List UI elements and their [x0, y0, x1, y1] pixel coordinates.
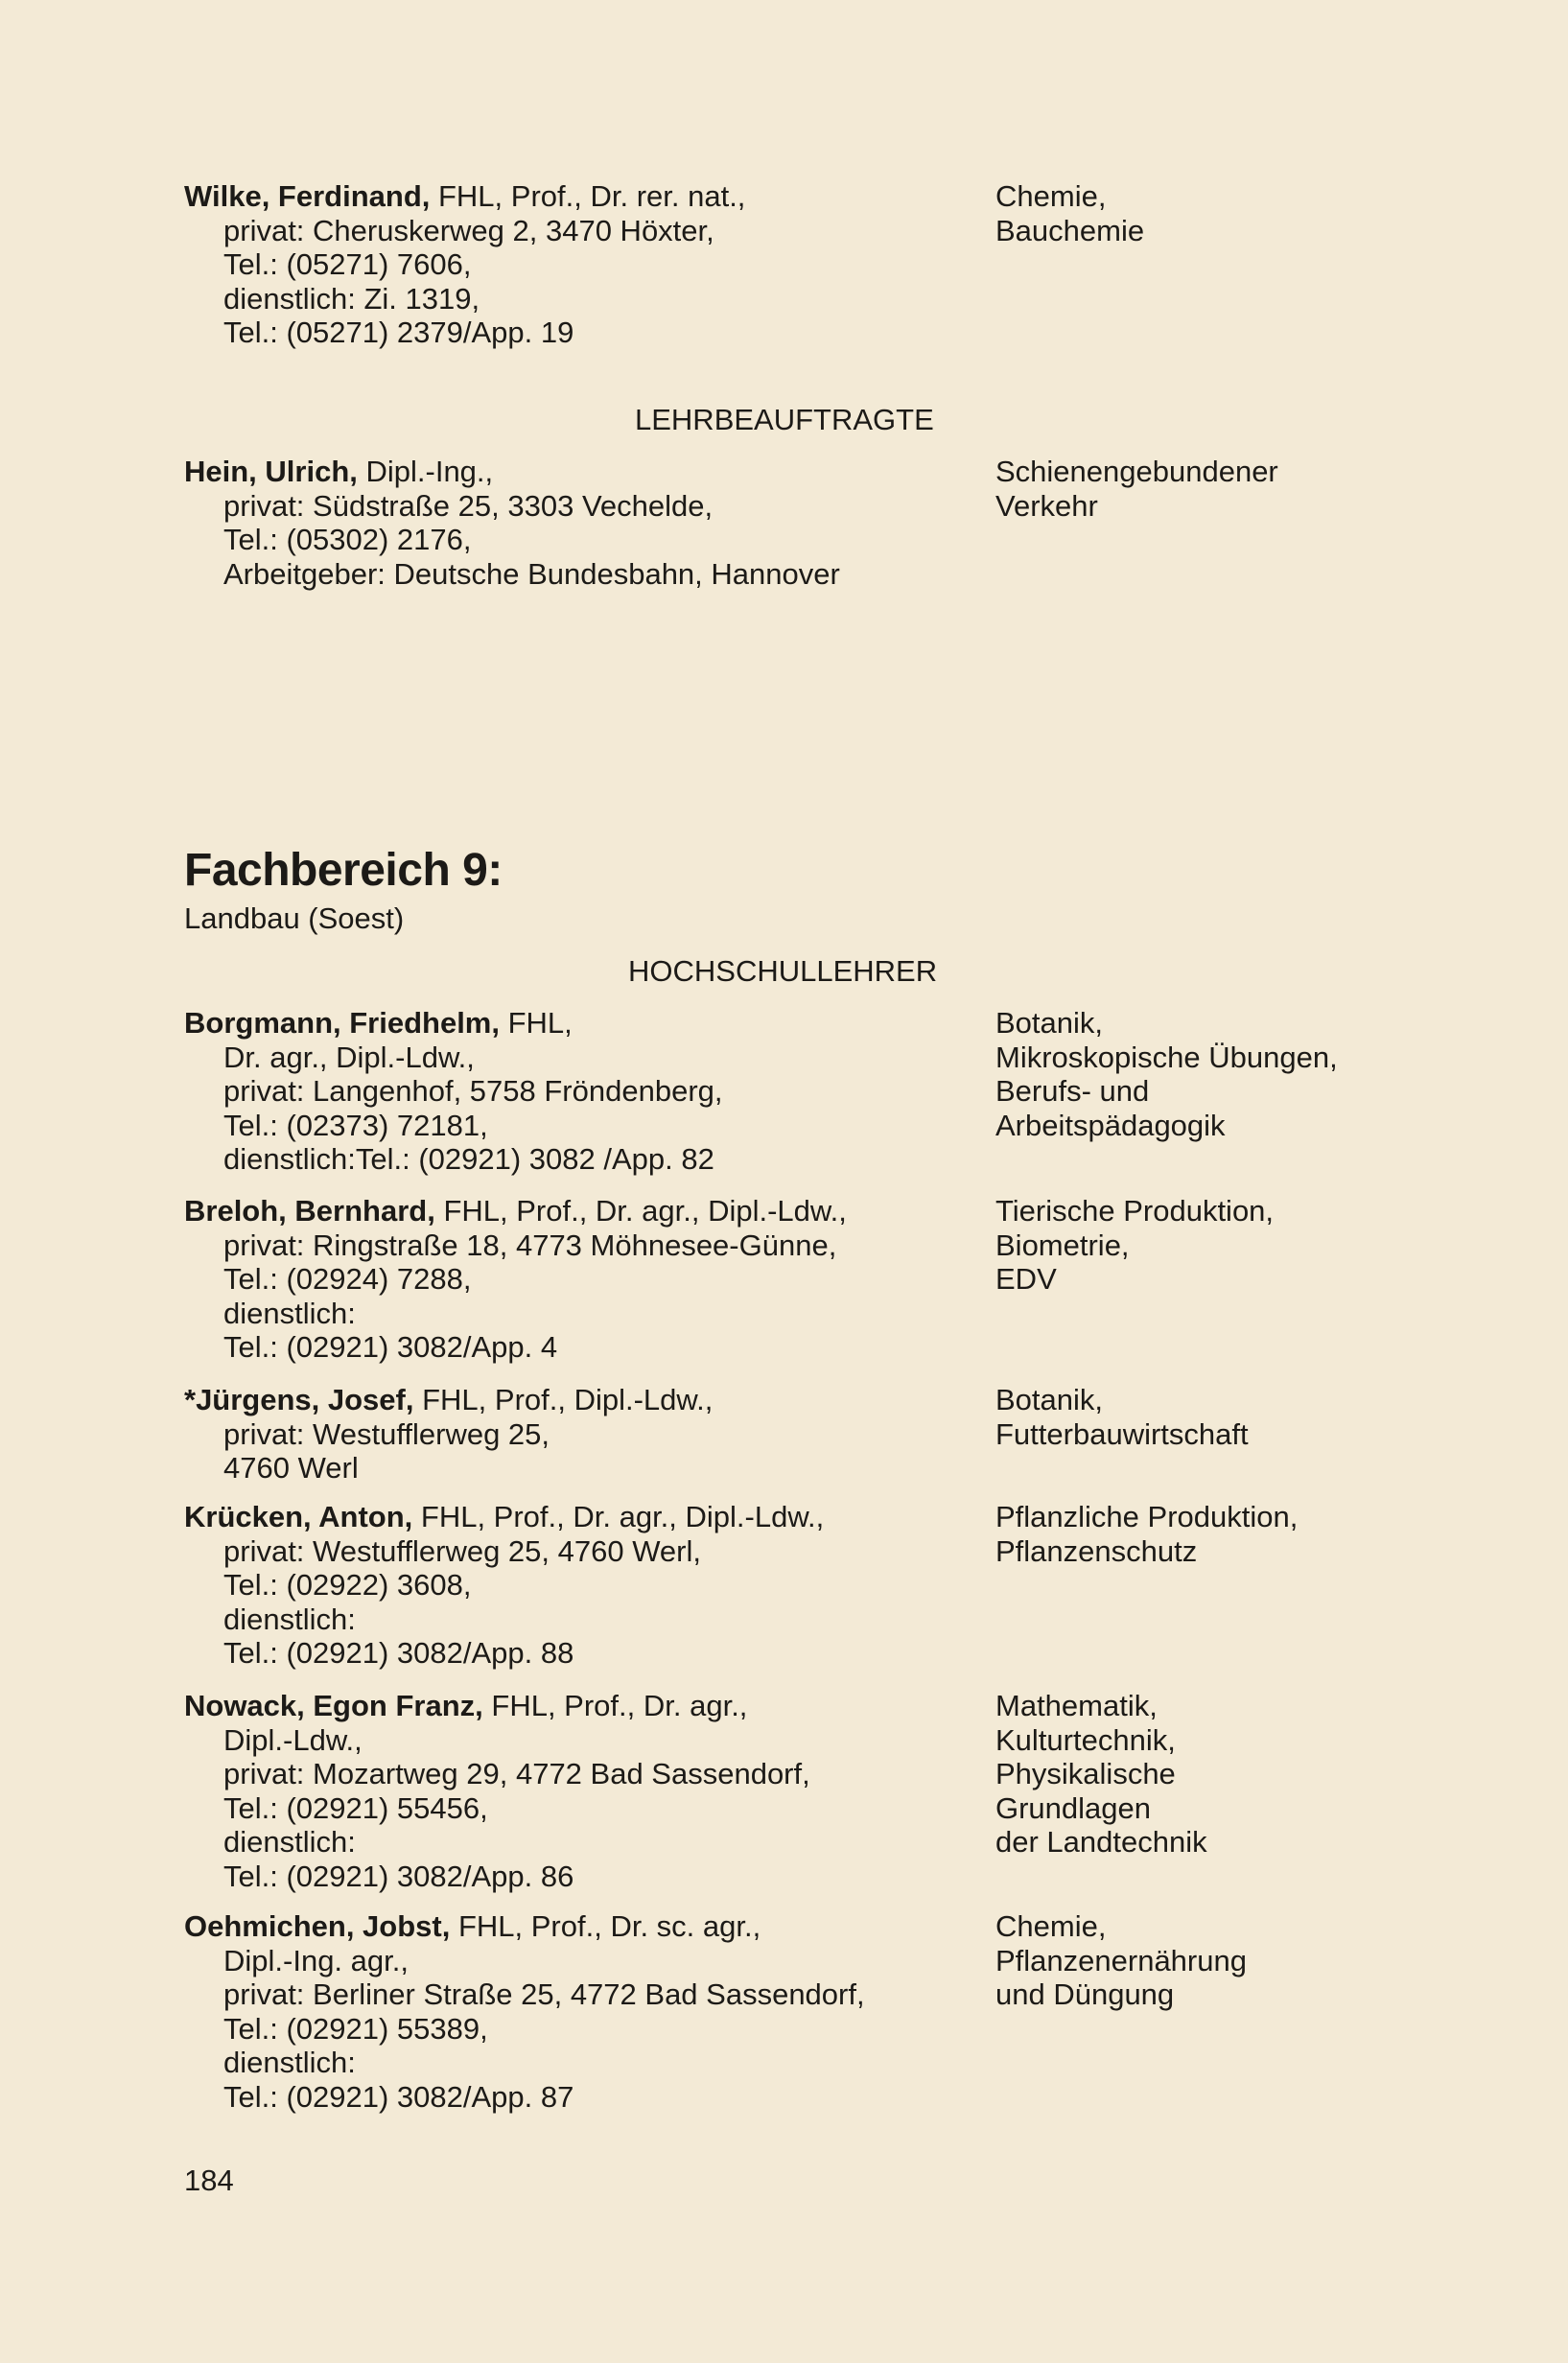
entry-name: *Jürgens, Josef,: [184, 1383, 414, 1416]
entry-line: dienstlich:: [223, 2046, 356, 2079]
entry-line: privat: Berliner Straße 25, 4772 Bad Sassendorf,: [223, 1977, 865, 2011]
entry-line: Tel.: (02921) 55389,: [223, 2011, 488, 2046]
subject-line: Pflanzliche Produktion,: [995, 1500, 1299, 1533]
entry-subjects: [995, 1006, 1456, 1142]
entry-line: privat: Ringstraße 18, 4773 Möhnesee-Günne,: [223, 1228, 837, 1262]
entry-line: Tel.: (05271) 2379/App. 19: [223, 316, 574, 349]
entry-line: Tel.: (05271) 7606,: [223, 247, 472, 281]
entry-line: privat: Westufflerweg 25,: [223, 1416, 550, 1451]
entry-name-line: [184, 1909, 990, 1944]
subject-line: und Düngung: [995, 1977, 1175, 2011]
entry-details: [184, 179, 990, 350]
entry-subjects: [995, 1383, 1456, 1451]
entry-subjects: [995, 179, 1456, 247]
entry-line: Dipl.-Ldw.,: [223, 1722, 363, 1757]
section-subtitle: Landbau (Soest): [184, 901, 405, 935]
entry-name-line: [184, 1689, 990, 1723]
entry-line: Tel.: (02921) 3082/App. 4: [223, 1330, 558, 1364]
entry-line: dienstlich:: [223, 1825, 356, 1859]
entry-subjects: [995, 1500, 1456, 1568]
entry-line: privat: Langenhof, 5758 Fröndenberg,: [223, 1074, 723, 1108]
entry-title: FHL, Prof., Dr. sc. agr.,: [450, 1909, 761, 1943]
entry-name: Krücken, Anton,: [184, 1500, 413, 1533]
entry-line: Tel.: (02922) 3608,: [223, 1568, 472, 1602]
entry-line: Tel.: (02921) 3082/App. 88: [223, 1636, 574, 1670]
subject-line: Pflanzenernährung: [995, 1943, 1247, 1977]
entry-name-line: [184, 1006, 990, 1041]
subject-line: Mikroskopische Übungen,: [995, 1040, 1338, 1074]
entry-details: [184, 1383, 990, 1486]
subject-line: Physikalische: [995, 1757, 1176, 1790]
entry-title: FHL, Prof., Dr. agr.,: [482, 1689, 748, 1722]
entry-line: dienstlich:: [223, 1602, 356, 1636]
entry-subjects: [995, 1689, 1456, 1860]
entry-line: privat: Cheruskerweg 2, 3470 Höxter,: [223, 213, 714, 247]
entry-name-line: [184, 179, 990, 214]
subject-line: Mathematik,: [995, 1689, 1158, 1722]
entry-line: privat: Westufflerweg 25, 4760 Werl,: [223, 1533, 701, 1568]
entry-subjects: [995, 1909, 1456, 2012]
entry-details: [184, 1909, 990, 2114]
entry-name: Wilke, Ferdinand,: [184, 179, 431, 213]
entry-name-line: [184, 1383, 990, 1417]
entry-name: Breloh, Bernhard,: [184, 1194, 435, 1228]
entry-name: Hein, Ulrich,: [184, 455, 358, 488]
subject-line: Tierische Produktion,: [995, 1194, 1275, 1228]
entry-line: privat: Mozartweg 29, 4772 Bad Sassendorf,: [223, 1757, 810, 1790]
entry-line: dienstlich: Zi. 1319,: [223, 281, 480, 316]
entry-line: 4760 Werl: [223, 1451, 359, 1485]
entry-title: FHL, Prof., Dipl.-Ldw.,: [413, 1383, 714, 1416]
subject-line: EDV: [995, 1262, 1057, 1296]
entry-details: [184, 1689, 990, 1893]
entry-title: FHL, Prof., Dr. agr., Dipl.-Ldw.,: [434, 1194, 847, 1228]
entry-name: Borgmann, Friedhelm,: [184, 1006, 500, 1040]
entry-line: Tel.: (05302) 2176,: [223, 523, 472, 556]
section-title: Fachbereich 9:: [184, 845, 503, 896]
entry-name-line: [184, 1194, 990, 1228]
subject-line: Berufs- und: [995, 1074, 1150, 1108]
entry-details: [184, 455, 990, 591]
entry-line: dienstlich:: [223, 1296, 356, 1330]
entry-subjects: [995, 1194, 1456, 1297]
entry-name-line: [184, 455, 990, 489]
subject-line: Bauchemie: [995, 213, 1145, 247]
entry-line: Dipl.-Ing. agr.,: [223, 1943, 409, 1977]
entry-title: FHL, Prof., Dr. agr., Dipl.-Ldw.,: [412, 1500, 825, 1533]
entry-title: FHL,: [499, 1006, 573, 1040]
entry-line: Tel.: (02921) 3082/App. 87: [223, 2079, 574, 2114]
entry-details: [184, 1500, 990, 1671]
subject-line: Schienengebundener: [995, 455, 1278, 488]
entry-line: Tel.: (02921) 3082/App. 86: [223, 1859, 574, 1893]
entry-line: Arbeitgeber: Deutsche Bundesbahn, Hannover: [223, 556, 840, 591]
entry-line: Tel.: (02924) 7288,: [223, 1262, 472, 1296]
subject-line: Chemie,: [995, 179, 1107, 213]
entry-name: Nowack, Egon Franz,: [184, 1689, 483, 1722]
subject-line: Botanik,: [995, 1383, 1104, 1416]
subject-line: Futterbauwirtschaft: [995, 1416, 1249, 1451]
entry-name-line: [184, 1500, 990, 1534]
heading-hochschullehrer: HOCHSCHULLEHRER: [628, 954, 938, 988]
subject-line: Arbeitspädagogik: [995, 1108, 1226, 1142]
entry-title: Dipl.-Ing.,: [357, 455, 494, 488]
subject-line: Biometrie,: [995, 1228, 1130, 1262]
entry-details: [184, 1194, 990, 1365]
entry-title: FHL, Prof., Dr. rer. nat.,: [430, 179, 746, 213]
subject-line: Botanik,: [995, 1006, 1104, 1040]
subject-line: der Landtechnik: [995, 1825, 1207, 1859]
subject-line: Grundlagen: [995, 1790, 1152, 1825]
entry-line: Dr. agr., Dipl.-Ldw.,: [223, 1040, 475, 1074]
entry-subjects: [995, 455, 1456, 523]
page-number: 184: [184, 2164, 234, 2197]
subject-line: Verkehr: [995, 488, 1098, 523]
entry-details: [184, 1006, 990, 1177]
subject-line: Pflanzenschutz: [995, 1533, 1198, 1568]
entry-line: dienstlich:Tel.: (02921) 3082 /App. 82: [223, 1142, 714, 1176]
entry-line: Tel.: (02373) 72181,: [223, 1108, 488, 1142]
subject-line: Chemie,: [995, 1909, 1107, 1943]
heading-lehrbeauftragte: LEHRBEAUFTRAGTE: [635, 403, 934, 436]
entry-line: Tel.: (02921) 55456,: [223, 1790, 488, 1825]
subject-line: Kulturtechnik,: [995, 1722, 1176, 1757]
entry-name: Oehmichen, Jobst,: [184, 1909, 451, 1943]
entry-line: privat: Südstraße 25, 3303 Vechelde,: [223, 488, 714, 523]
